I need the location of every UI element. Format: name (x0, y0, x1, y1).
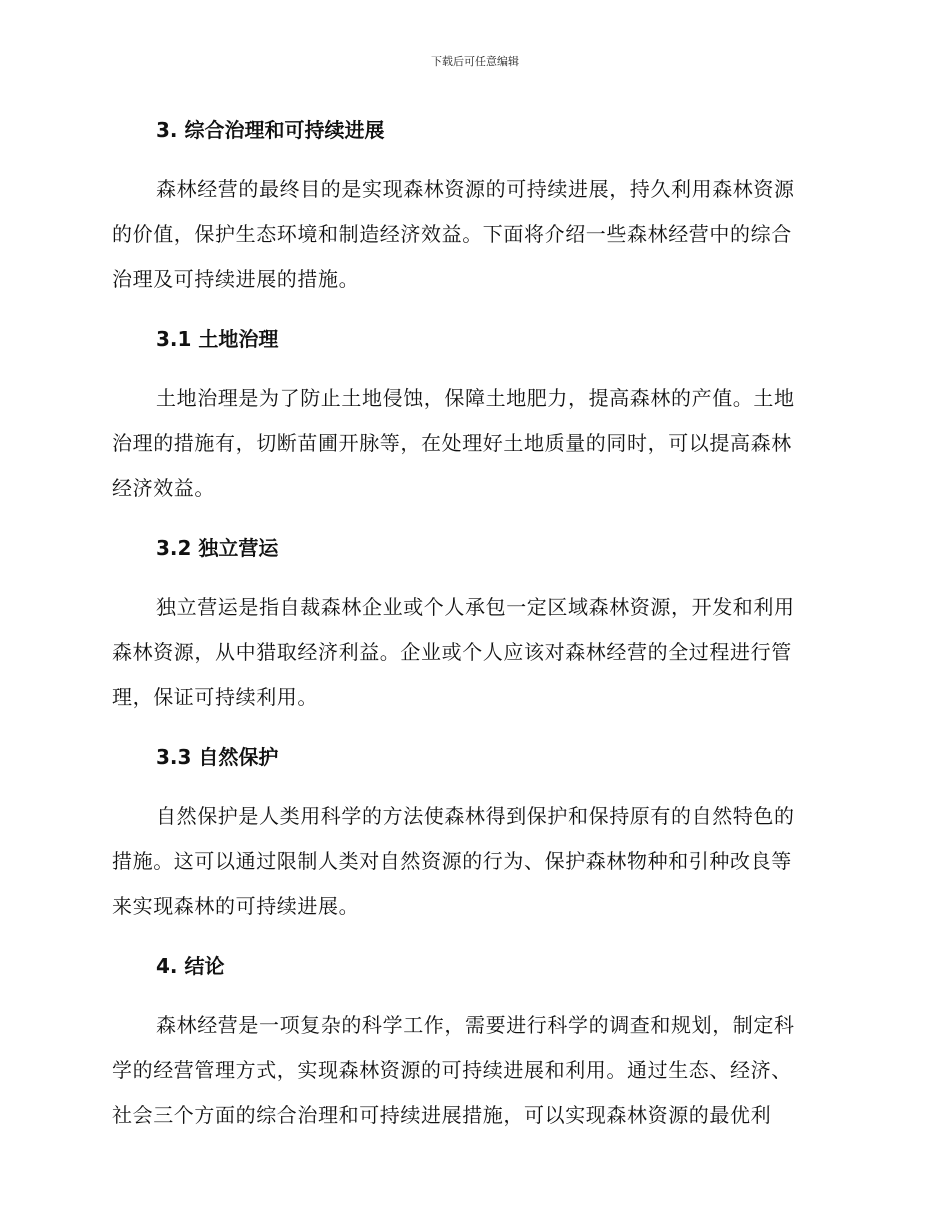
section-heading: 3.3 自然保护 (156, 745, 279, 769)
section-paragraph (112, 1003, 832, 1138)
section-paragraph (112, 167, 832, 302)
paragraph-line: 来实现森林的可持续进展。 (112, 894, 360, 918)
section-paragraph (112, 794, 832, 929)
paragraph-line: 理，保证可持续利用。 (112, 685, 318, 709)
section-3-2 (112, 526, 832, 720)
section-heading: 3.1 土地治理 (156, 327, 279, 351)
paragraph-line: 学的经营管理方式，实现森林资源的可持续进展和利用。通过生态、经济、 (112, 1058, 792, 1082)
section-paragraph (112, 585, 832, 720)
paragraph-line: 治理及可持续进展的措施。 (112, 267, 360, 291)
section-3-1 (112, 317, 832, 511)
section-4 (112, 944, 832, 1138)
paragraph-line: 土地治理是为了防止土地侵蚀，保障土地肥力，提高森林的产值。土地 (156, 386, 795, 410)
section-paragraph (112, 376, 832, 511)
section-heading: 4. 结论 (156, 954, 225, 978)
paragraph-line: 森林资源，从中猎取经济利益。企业或个人应该对森林经营的全过程进行管 (112, 640, 792, 664)
section-heading: 3. 综合治理和可持续进展 (156, 118, 385, 142)
paragraph-line: 措施。这可以通过限制人类对自然资源的行为、保护森林物种和引种改良等 (112, 849, 792, 873)
page-header-note: 下载后可任意编辑 (431, 55, 519, 68)
paragraph-line: 的价值，保护生态环境和制造经济效益。下面将介绍一些森林经营中的综合 (112, 222, 792, 246)
document-body (112, 108, 832, 1153)
paragraph-line: 社会三个方面的综合治理和可持续进展措施，可以实现森林资源的最优利 (112, 1103, 772, 1127)
paragraph-line: 森林经营是一项复杂的科学工作，需要进行科学的调查和规划，制定科 (156, 1013, 795, 1037)
section-3 (112, 108, 832, 302)
paragraph-line: 自然保护是人类用科学的方法使森林得到保护和保持原有的自然特色的 (156, 804, 795, 828)
paragraph-line: 经济效益。 (112, 476, 215, 500)
paragraph-line: 森林经营的最终目的是实现森林资源的可持续进展，持久利用森林资源 (156, 177, 795, 201)
section-heading: 3.2 独立营运 (156, 536, 279, 560)
paragraph-line: 独立营运是指自裁森林企业或个人承包一定区域森林资源，开发和利用 (156, 595, 795, 619)
section-3-3 (112, 735, 832, 929)
paragraph-line: 治理的措施有，切断苗圃开脉等，在处理好土地质量的同时，可以提高森林 (112, 431, 792, 455)
